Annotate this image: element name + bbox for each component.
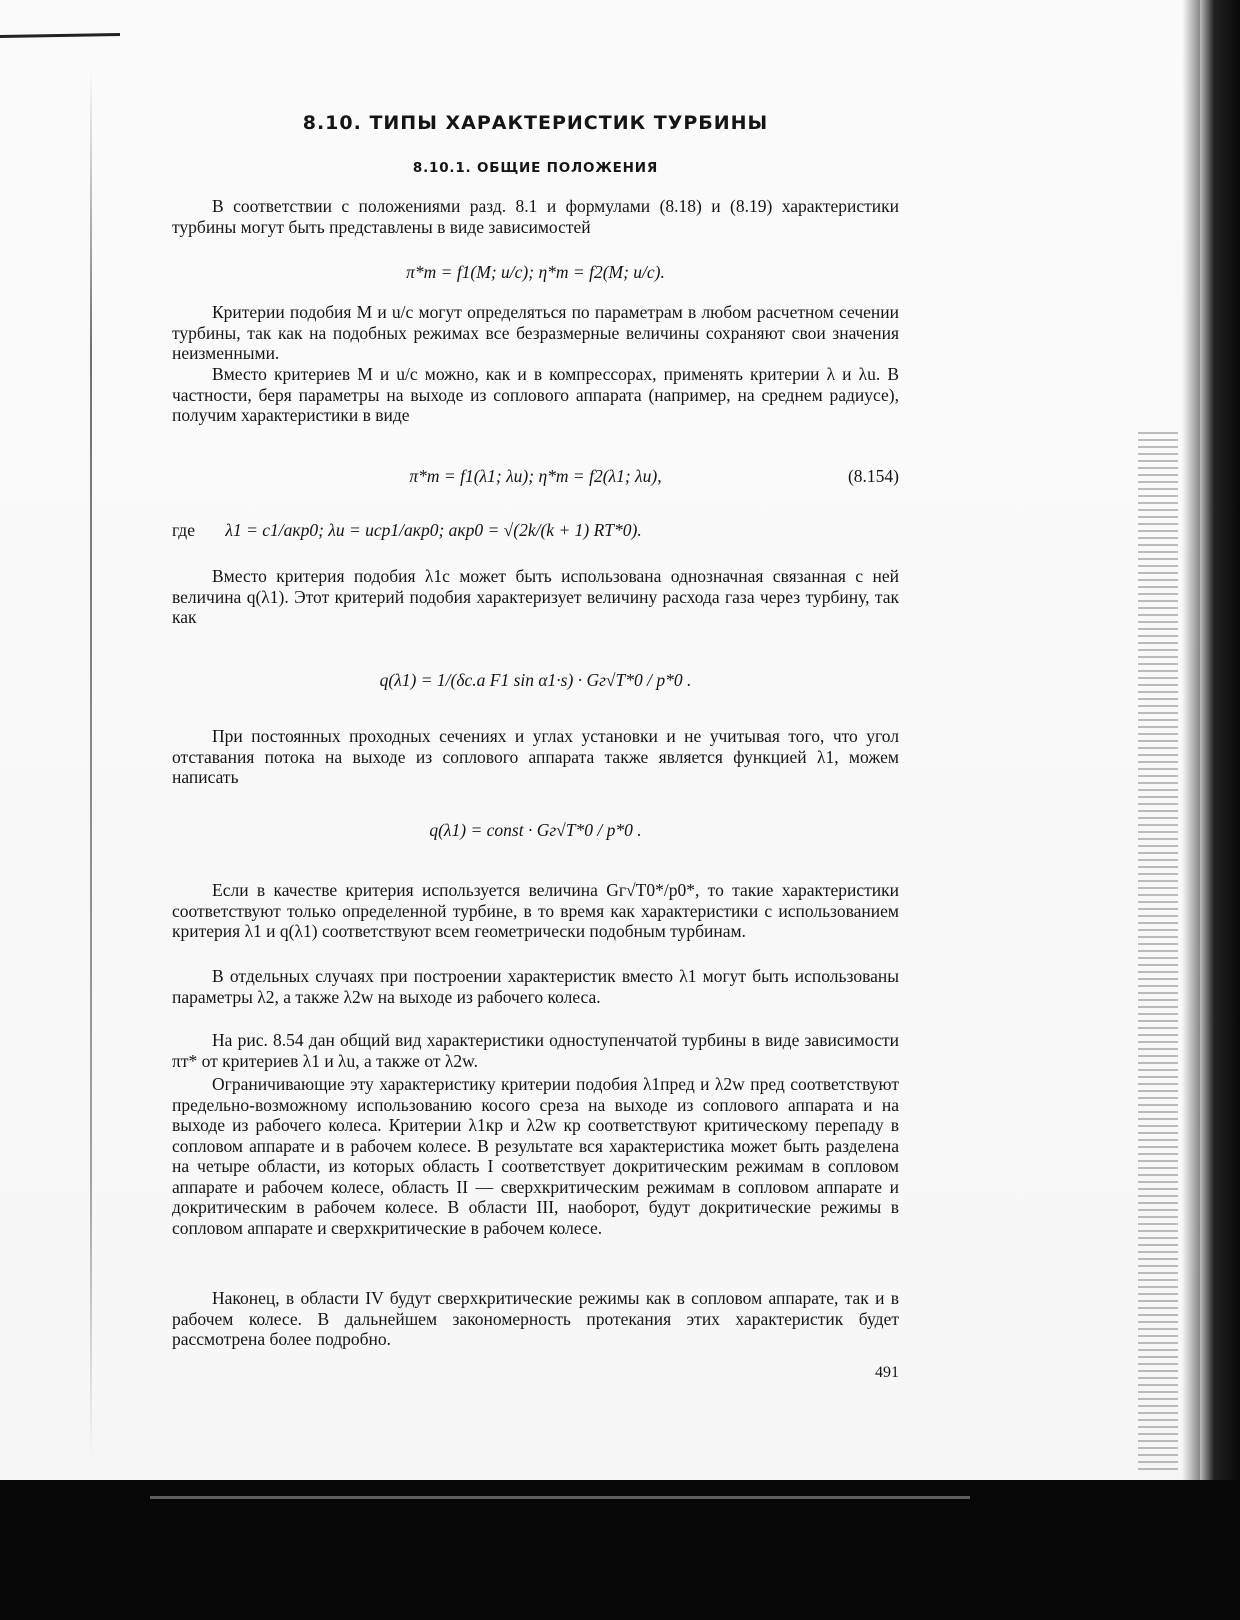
scan-artifact-top <box>0 33 120 38</box>
scan-artifact-bottom-streak <box>150 1496 970 1499</box>
paragraph-2: Критерии подобия M и u/c могут определяться по параметрам в любом расчетном сечении турбины, так как на подобных режимах все безразмерные величины сохраняют свои значения неизменными. <box>172 302 899 363</box>
scan-artifact-bottom-band <box>0 1480 1240 1620</box>
scan-artifact-right-edge <box>1200 0 1240 1480</box>
section-title: 8.10. ТИПЫ ХАРАКТЕРИСТИК ТУРБИНЫ <box>302 112 769 134</box>
formula-3: λ1 = c1/aкр0; λu = uср1/aкр0; aкр0 = √(2k/(k + 1) RT*0). <box>225 520 642 540</box>
equation-number: (8.154) <box>847 466 899 486</box>
paragraph-10: Наконец, в области IV будут сверхкритические режимы как в сопловом аппарате, так и в рабочем колесе. В дальнейшем закономерность протекания этих характеристик будет рассмотрена более подробно. <box>172 1288 899 1349</box>
formula-2 <box>172 466 899 487</box>
scan-artifact-left-edge <box>90 70 92 1460</box>
paragraph-7: В отдельных случаях при построении характеристик вместо λ1 могут быть использованы параметры λ2, а также λ2w на выходе из рабочего колеса. <box>172 966 899 1007</box>
paragraph-3: Вместо критериев M и u/c можно, как и в компрессорах, применять критерии λ и λu. В частности, беря параметры на выходе из соплового аппарата (например, на среднем радиусе), получим характеристики в виде <box>172 364 899 425</box>
formula-3-row <box>172 520 642 541</box>
paragraph-1: В соответствии с положениями разд. 8.1 и формулами (8.18) и (8.19) характеристики турбины могут быть представлены в виде зависимостей <box>172 196 899 237</box>
subsection-title: 8.10.1. ОБЩИЕ ПОЛОЖЕНИЯ <box>412 160 659 176</box>
page-number: 491 <box>875 1364 899 1381</box>
paragraph-5: При постоянных проходных сечениях и углах установки и не учитывая того, что угол отставания потока на выходе из соплового аппарата также является функцией λ1, можем написать <box>172 726 899 787</box>
paragraph-6: Если в качестве критерия используется величина Gг√T0*/p0*, то такие характеристики соответствуют только определенной турбине, в то время как характеристики с использованием критерия λ1 и q(λ1) соответствуют всем геометрически подобным турбинам. <box>172 880 899 941</box>
scan-artifact-right-shadow <box>1182 0 1200 1480</box>
scan-artifact-right-speckle <box>1138 430 1178 1470</box>
formula-1: π*т = f1(M; u/c); η*т = f2(M; u/c). <box>406 262 665 282</box>
formula-4: q(λ1) = 1/(δc.a F1 sin α1·s) · Gг√T*0 / p*0 . <box>379 670 692 690</box>
formula-2-body: π*т = f1(λ1; λu); η*т = f2(λ1; λu), <box>409 466 662 486</box>
where-word: где <box>172 520 195 540</box>
paragraph-9: Ограничивающие эту характеристику критерии подобия λ1пред и λ2w пред соответствуют предельно-возможному использованию косого среза на выходе из соплового аппарата и на выходе из рабочего колеса. Критерии λ1кр и λ2w кр соответствуют критическому перепаду в сопловом аппарате и в рабочем колесе. В результате вся характеристика может быть разделена на четыре области, из которых область I соответствует докритическим режимам в сопловом аппарате и рабочем колесе, область II — сверхкритическим режимам в сопловом аппарате и докритическим в рабочем колесе. В области III, наоборот, будут докритические режимы в сопловом аппарате и сверхкритические в рабочем колесе. <box>172 1074 899 1238</box>
paragraph-8: На рис. 8.54 дан общий вид характеристики одноступенчатой турбины в виде зависимости πт* от критериев λ1 и λu, а также от λ2w. <box>172 1030 899 1071</box>
paragraph-4: Вместо критерия подобия λ1c может быть использована однозначная связанная с ней величина q(λ1). Этот критерий подобия характеризует величину расхода газа через турбину, так как <box>172 566 899 627</box>
formula-5: q(λ1) = const · Gг√T*0 / p*0 . <box>429 820 642 840</box>
